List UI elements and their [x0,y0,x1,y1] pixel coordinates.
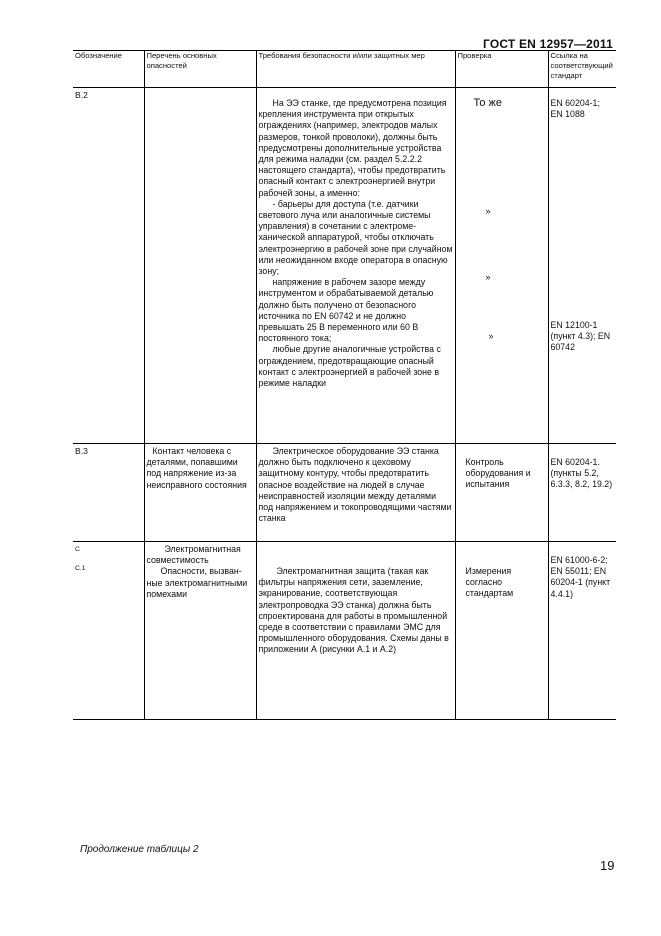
hazard-text: Опасности, вызванные электромагнитными помехами [146,566,248,599]
verification-ditto: » [488,331,494,341]
table-header-row [73,51,616,88]
table-continuation-note: Продолжение таблицы 2 [80,844,199,855]
column-header-verification: Проверка [455,51,548,88]
requirement-text: любые другие аналогичные устройства с ограждением, предотвращающие опасный контакт с электроэнергией в рабочей зоне в режиме наладки [258,344,441,389]
requirement-text: На ЭЭ станке, где предусмотрена позиция крепления инструмента при открытых ограждениях (например, электродов малых размеров, тонкой проволоки), должны быть предусмотрены дополнительные устройства для режима наладки (см. раздел 5.2.2.2 настоящего стандарта), чтобы предотвратить опасный контакт с электроэнергией внутри рабочей зоны, а именно: [258,98,447,198]
requirement-text: - барьеры для доступа (т.е. датчики светового луча или аналогичные системы управления) в сочетании с электромеханической аппаратурой, чтобы отключать электроэнергию в рабочей зоне при случайном или неожиданном входе оператора в опасную зону; [258,198,453,277]
requirement-text: напряжение в рабочем зазоре между инструментом и обрабатываемой деталью должно быть получено от безопасного источника по EN 60742 и не должно превышать 25 В переменного или 60 В постоянного тока; [258,277,434,344]
requirement-text: Электрическое оборудование ЭЭ станка должно быть подключено к цеховому защитному контуру, чтобы предотвратить опасное воздействие на людей в случае неисправностей изоляции между деталями под напряжением и токопроводящими частями станка [258,446,452,524]
verification-text: То же [473,97,503,109]
verification-ditto: » [485,206,491,216]
safety-requirements-table [73,50,616,720]
verification-text: Контроль оборудования и испытания [465,457,531,490]
row-code: C [75,546,80,553]
column-header-hazards: Перечень основных опасностей [144,51,256,88]
reference-text: EN 60204-1.(пункты 5.2, 6.3.3, 8.2, 19.2) [550,457,613,490]
table-row [73,444,616,542]
hazard-text: Контакт человека с деталями, попавшими под напряжение из-за неисправного состояния [146,446,247,490]
hazard-text: Электромагнитная совместимость [146,544,241,566]
requirement-text: Электромагнитная защита (такая как фильтры напряжения сети, заземление, экранирование, соответствующая электропроводка ЭЭ станка) должна быть спроектирована для работы в промышленной среде в соответствии с правилами ЭМС для промышленного оборудования. Схемы даны в приложении А (рисунки А.1 и А.2) [258,566,449,655]
table-row [73,542,616,720]
row-code: B.3 [75,446,88,456]
page-number: 19 [600,858,615,873]
reference-text: EN 61000-6-2; EN 55011; EN 60204-1 (пункт 4.4.1) [550,555,611,599]
verification-text: Измерения согласно стандартам [465,566,514,599]
column-header-requirements: Требования безопасности и/или защитных мер [256,51,455,88]
column-header-reference: Ссылка на соответствующий стандарт [548,51,616,88]
row-code: B.2 [75,90,88,100]
reference-text: EN 60204-1; EN 1088 [550,98,600,120]
row-code: C.1 [75,565,86,572]
column-header-designation: Обозначение [73,51,144,88]
table-row [73,88,616,444]
document-header: ГОСТ EN 12957—2011 [482,37,613,51]
verification-ditto: » [485,272,491,282]
reference-text: EN 12100-1 (пункт 4.3); EN 60742 [550,320,611,353]
